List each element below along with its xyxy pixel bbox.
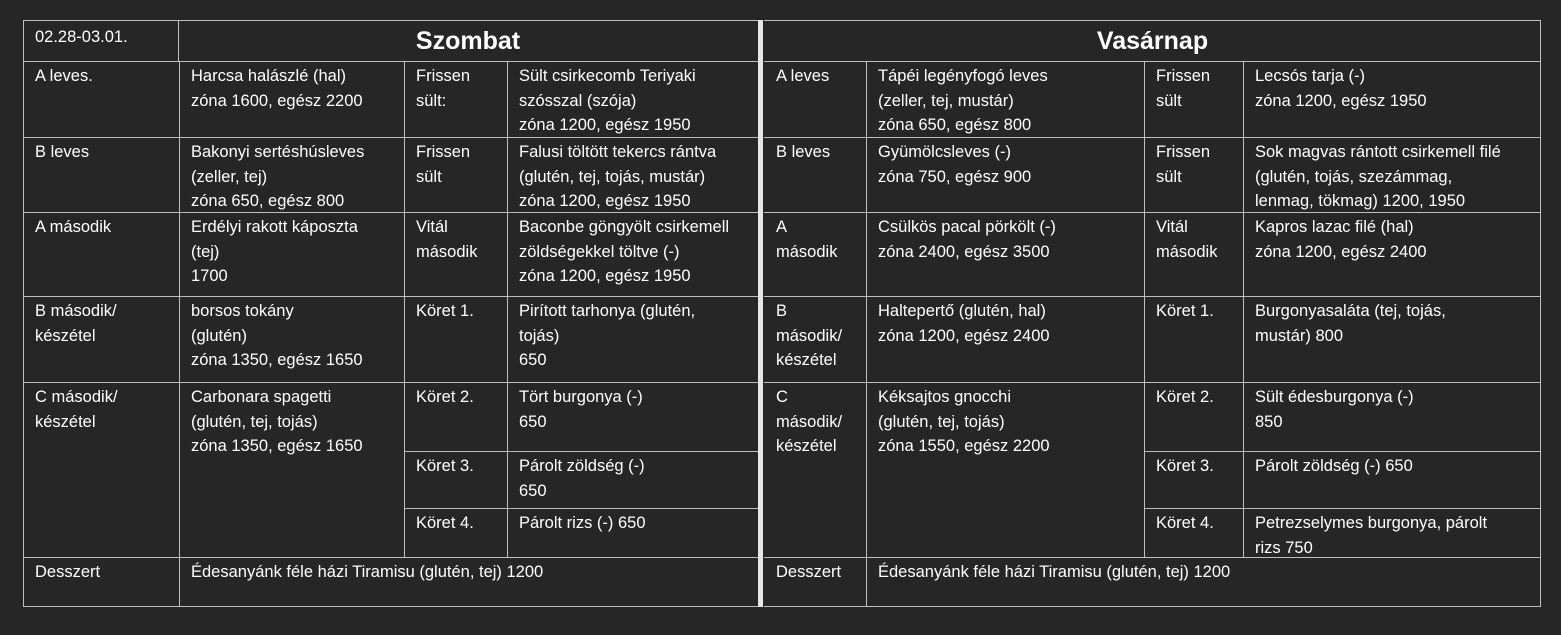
course-name-saturday: B második/ készétel xyxy=(35,302,117,345)
side-dish-saturday: Pirított tarhonya (glutén, tojás) 650 xyxy=(519,302,696,369)
course-name-sunday: B leves xyxy=(776,143,831,161)
course-name-saturday: C második/ készétel xyxy=(35,388,118,431)
side-label-sunday: Köret 1. xyxy=(1156,302,1214,320)
side-label-sunday: Frissen sült xyxy=(1156,143,1211,186)
course-name-saturday: Desszert xyxy=(35,563,101,581)
grid-line xyxy=(866,61,867,607)
grid-line xyxy=(1243,61,1244,558)
side-label-saturday: Köret 1. xyxy=(416,302,474,320)
grid-line xyxy=(1144,451,1541,452)
grid-line xyxy=(179,61,180,607)
course-name-sunday: A leves xyxy=(776,67,830,85)
grid-line xyxy=(23,382,758,383)
grid-line xyxy=(23,296,758,297)
grid-line xyxy=(178,20,179,62)
dish-saturday: Bakonyi sertéshúsleves (zeller, tej) zóna 650, egész 800 xyxy=(191,143,365,210)
side-dish-sunday: Párolt zöldség (-) 650 xyxy=(1255,457,1413,475)
course-name-sunday: Desszert xyxy=(776,563,842,581)
dish-saturday: Harcsa halászlé (hal) zóna 1600, egész 2200 xyxy=(191,67,363,110)
side-label-sunday: Vitál második xyxy=(1156,218,1218,261)
side-dish-saturday: Párolt zöldség (-) 650 xyxy=(519,457,645,500)
grid-line xyxy=(764,61,1541,62)
dish-saturday: Erdélyi rakott káposzta (tej) 1700 xyxy=(191,218,358,285)
dish-sunday: Gyümölcsleves (-) zóna 750, egész 900 xyxy=(878,143,1032,186)
side-dish-sunday: Kapros lazac filé (hal) zóna 1200, egész 2400 xyxy=(1255,218,1427,261)
day-header-sunday: Vasárnap xyxy=(1096,27,1209,55)
course-name-saturday: B leves xyxy=(35,143,90,161)
grid-line xyxy=(404,451,758,452)
grid-line xyxy=(23,20,758,21)
dish-saturday: Carbonara spagetti (glutén, tej, tojás) zóna 1350, egész 1650 xyxy=(191,388,363,455)
grid-line xyxy=(1144,508,1541,509)
date-range: 02.28-03.01. xyxy=(35,28,128,46)
side-dish-sunday: Lecsós tarja (-) zóna 1200, egész 1950 xyxy=(1255,67,1427,110)
side-dish-saturday: Tört burgonya (-) 650 xyxy=(519,388,643,431)
grid-line xyxy=(404,508,758,509)
grid-line xyxy=(764,20,1541,21)
grid-line xyxy=(404,61,405,558)
side-dish-sunday: Burgonyasaláta (tej, tojás, mustár) 800 xyxy=(1255,302,1446,345)
grid-line xyxy=(507,61,508,558)
grid-line xyxy=(1144,61,1145,558)
dish-saturday: Édesanyánk féle házi Tiramisu (glutén, tej) 1200 xyxy=(191,563,544,581)
side-label-saturday: Frissen sült: xyxy=(416,67,471,110)
side-label-saturday: Vitál második xyxy=(416,218,478,261)
course-name-sunday: B második/ készétel xyxy=(776,302,843,369)
grid-line xyxy=(23,557,758,558)
dish-sunday: Haltepertő (glutén, hal) zóna 1200, egész 2400 xyxy=(878,302,1050,345)
side-label-sunday: Köret 3. xyxy=(1156,457,1214,475)
grid-line xyxy=(23,20,24,607)
side-dish-sunday: Petrezselymes burgonya, párolt rizs 750 xyxy=(1255,514,1488,557)
side-label-sunday: Frissen sült xyxy=(1156,67,1211,110)
side-label-saturday: Frissen sült xyxy=(416,143,471,186)
side-label-saturday: Köret 3. xyxy=(416,457,474,475)
course-name-sunday: A második xyxy=(776,218,838,261)
dish-saturday: borsos tokány (glutén) zóna 1350, egész 1650 xyxy=(191,302,363,369)
side-dish-saturday: Baconbe göngyölt csirkemell zöldségekkel töltve (-) zóna 1200, egész 1950 xyxy=(519,218,730,285)
day-separator xyxy=(758,20,763,607)
grid-line xyxy=(1540,20,1541,607)
dish-sunday: Kéksajtos gnocchi (glutén, tej, tojás) zóna 1550, egész 2200 xyxy=(878,388,1050,455)
grid-line xyxy=(764,606,1541,607)
grid-line xyxy=(23,606,758,607)
grid-line xyxy=(764,382,1541,383)
course-name-saturday: A leves. xyxy=(35,67,93,85)
side-label-sunday: Köret 4. xyxy=(1156,514,1214,532)
side-label-saturday: Köret 2. xyxy=(416,388,474,406)
side-dish-saturday: Párolt rizs (-) 650 xyxy=(519,514,646,532)
side-dish-saturday: Sült csirkecomb Teriyaki szósszal (szója) zóna 1200, egész 1950 xyxy=(519,67,696,134)
course-name-saturday: A második xyxy=(35,218,112,236)
side-dish-sunday: Sok magvas rántott csirkemell filé (glutén, tojás, szezámmag, lenmag, tökmag) 1200, 1950 xyxy=(1255,143,1501,210)
side-dish-saturday: Falusi töltött tekercs rántva (glutén, tej, tojás, mustár) zóna 1200, egész 1950 xyxy=(519,143,717,210)
dish-sunday: Édesanyánk féle házi Tiramisu (glutén, tej) 1200 xyxy=(878,563,1231,581)
dish-sunday: Csülkös pacal pörkölt (-) zóna 2400, egész 3500 xyxy=(878,218,1056,261)
course-name-sunday: C második/ készétel xyxy=(776,388,843,455)
side-label-saturday: Köret 4. xyxy=(416,514,474,532)
grid-line xyxy=(23,61,758,62)
dish-sunday: Tápéi legényfogó leves (zeller, tej, mustár) zóna 650, egész 800 xyxy=(878,67,1048,134)
grid-line xyxy=(764,296,1541,297)
side-dish-sunday: Sült édesburgonya (-) 850 xyxy=(1255,388,1414,431)
day-header-saturday: Szombat xyxy=(415,27,521,55)
side-label-sunday: Köret 2. xyxy=(1156,388,1214,406)
